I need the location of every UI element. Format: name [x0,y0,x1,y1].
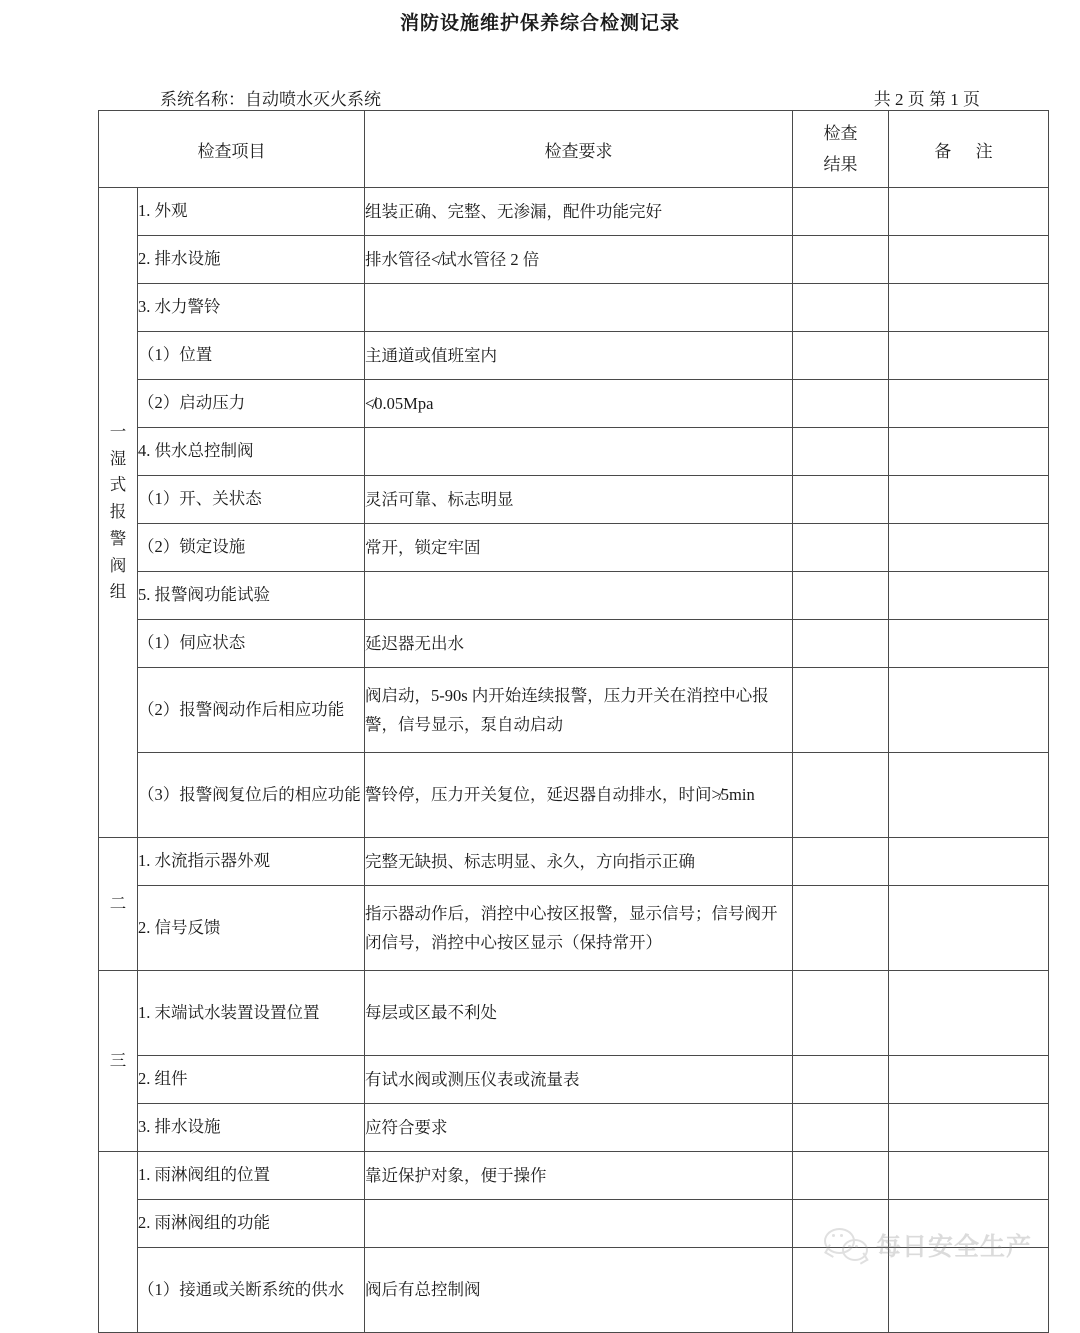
table-row [99,1248,1049,1333]
cell-result[interactable] [793,838,889,886]
cell-requirement: 灵活可靠、标志明显 [365,476,793,524]
table-row [99,753,1049,838]
section-label-4 [99,1152,138,1333]
cell-item: （3）报警阀复位后的相应功能 [138,753,365,838]
section-label-1: 一 湿式报警阀组 [99,188,138,838]
cell-item: 2. 组件 [138,1056,365,1104]
cell-remark[interactable] [889,524,1049,572]
cell-item: 2. 排水设施 [138,236,365,284]
cell-remark[interactable] [889,188,1049,236]
table-header-row [99,111,1049,188]
cell-remark[interactable] [889,572,1049,620]
table-row [99,284,1049,332]
system-name-label: 系统名称：自动喷水灭火系统 [160,89,381,109]
cell-result[interactable] [793,668,889,753]
cell-remark[interactable] [889,1248,1049,1333]
header-item: 检查项目 [99,111,365,188]
subheader [98,84,1048,110]
cell-requirement [365,1200,793,1248]
cell-requirement: 阀启动，5-90s 内开始连续报警，压力开关在消控中心报警，信号显示，泵自动启动 [365,668,793,753]
cell-result[interactable] [793,1104,889,1152]
cell-item: （2）报警阀动作后相应功能 [138,668,365,753]
table-row [99,1152,1049,1200]
table-row [99,236,1049,284]
cell-result[interactable] [793,428,889,476]
table-row [99,428,1049,476]
cell-remark[interactable] [889,838,1049,886]
cell-remark[interactable] [889,1104,1049,1152]
cell-item: （1）伺应状态 [138,620,365,668]
cell-item: 4. 供水总控制阀 [138,428,365,476]
watermark-label: 每日安全生产 [876,1233,1033,1261]
cell-result[interactable] [793,620,889,668]
cell-remark[interactable] [889,886,1049,971]
cell-requirement: 阀后有总控制阀 [365,1248,793,1333]
cell-remark[interactable] [889,1200,1049,1248]
table-row [99,1056,1049,1104]
cell-result[interactable] [793,188,889,236]
cell-requirement [365,284,793,332]
cell-remark[interactable] [889,668,1049,753]
cell-requirement: 排水管径≮试水管径 2 倍 [365,236,793,284]
cell-requirement: 靠近保护对象，便于操作 [365,1152,793,1200]
cell-item: 1. 水流指示器外观 [138,838,365,886]
cell-item: 2. 雨淋阀组的功能 [138,1200,365,1248]
page-title: 消防设施维护保养综合检测记录 [399,13,680,34]
cell-result[interactable] [793,971,889,1056]
cell-remark[interactable] [889,1152,1049,1200]
table-row [99,380,1049,428]
table-row [99,971,1049,1056]
inspection-record-table [98,110,1049,1333]
cell-requirement: 警铃停，压力开关复位，延迟器自动排水，时间≯5min [365,753,793,838]
cell-item: （1）开、关状态 [138,476,365,524]
cell-result[interactable] [793,1200,889,1248]
cell-item: 2. 信号反馈 [138,886,365,971]
page-indicator: 共 2 页 第 1 页 [873,89,980,109]
cell-result[interactable] [793,284,889,332]
cell-requirement: ≮0.05Mpa [365,380,793,428]
header-requirement: 检查要求 [365,111,793,188]
cell-remark[interactable] [889,1056,1049,1104]
cell-result[interactable] [793,1248,889,1333]
cell-result[interactable] [793,753,889,838]
cell-remark[interactable] [889,284,1049,332]
cell-remark[interactable] [889,236,1049,284]
section-label-3: 三 [99,971,138,1152]
table-row [99,620,1049,668]
cell-item: 5. 报警阀功能试验 [138,572,365,620]
cell-item: 3. 排水设施 [138,1104,365,1152]
cell-remark[interactable] [889,971,1049,1056]
cell-remark[interactable] [889,753,1049,838]
table-row [99,524,1049,572]
cell-item: 1. 雨淋阀组的位置 [138,1152,365,1200]
cell-requirement: 有试水阀或测压仪表或流量表 [365,1056,793,1104]
cell-requirement: 组装正确、完整、无渗漏，配件功能完好 [365,188,793,236]
header-result-line2: 结果 [823,155,858,174]
table-row [99,886,1049,971]
header-result-line1: 检查 [823,123,858,143]
cell-result[interactable] [793,1056,889,1104]
cell-result[interactable] [793,886,889,971]
table-row [99,838,1049,886]
table-row [99,1104,1049,1152]
header-remark: 备 注 [889,111,1049,188]
table-row [99,188,1049,236]
cell-result[interactable] [793,236,889,284]
table-row [99,668,1049,753]
cell-item: 1. 外观 [138,188,365,236]
cell-item: 3. 水力警铃 [138,284,365,332]
table-row [99,572,1049,620]
cell-requirement: 完整无缺损、标志明显、永久，方向指示正确 [365,838,793,886]
cell-remark[interactable] [889,476,1049,524]
cell-requirement: 常开，锁定牢固 [365,524,793,572]
header-result [793,111,889,188]
cell-remark[interactable] [889,332,1049,380]
cell-result[interactable] [793,572,889,620]
cell-requirement: 应符合要求 [365,1104,793,1152]
cell-remark[interactable] [889,428,1049,476]
cell-requirement: 指示器动作后，消控中心按区报警，显示信号；信号阀开闭信号，消控中心按区显示（保持常开） [365,886,793,971]
cell-requirement [365,572,793,620]
cell-result[interactable] [793,476,889,524]
cell-remark[interactable] [889,620,1049,668]
cell-result[interactable] [793,1152,889,1200]
cell-result[interactable] [793,380,889,428]
cell-item: （1）位置 [138,332,365,380]
cell-remark[interactable] [889,380,1049,428]
table-row [99,476,1049,524]
cell-result[interactable] [793,524,889,572]
cell-item: （2）锁定设施 [138,524,365,572]
cell-requirement: 延迟器无出水 [365,620,793,668]
cell-result[interactable] [793,332,889,380]
cell-requirement: 每层或区最不利处 [365,971,793,1056]
table-row [99,332,1049,380]
cell-requirement: 主通道或值班室内 [365,332,793,380]
cell-item: 1. 末端试水装置设置位置 [138,971,365,1056]
cell-item: （2）启动压力 [138,380,365,428]
table-row [99,1200,1049,1248]
cell-requirement [365,428,793,476]
cell-item: （1）接通或关断系统的供水 [138,1248,365,1333]
section-label-2: 二 [99,838,138,971]
